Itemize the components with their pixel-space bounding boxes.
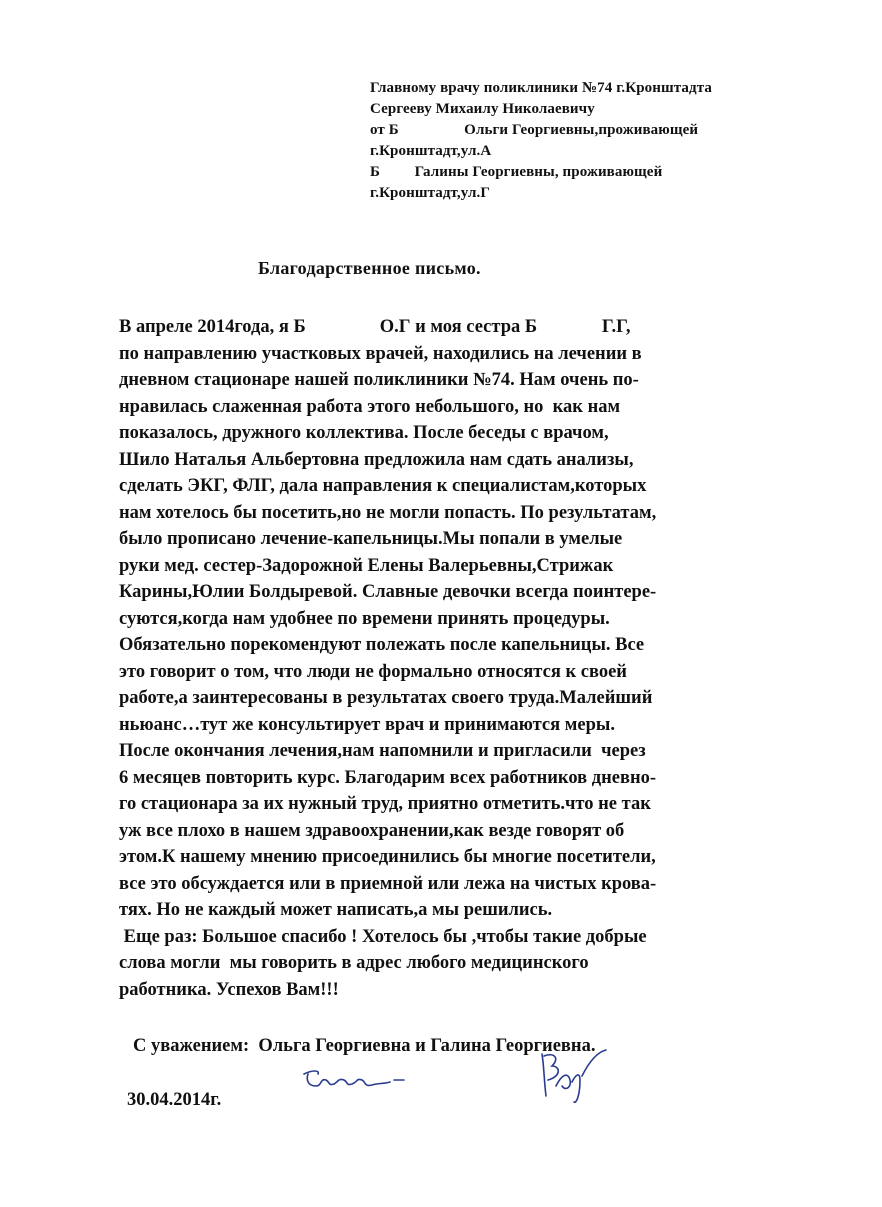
body-line: тях. Но не каждый может написать,а мы решились. bbox=[119, 900, 553, 920]
addressee-line: г.Кронштадт,ул.А bbox=[370, 143, 492, 159]
body-line: го стационара за их нужный труд, приятно отметить.что не так bbox=[119, 794, 651, 814]
addressee-line: Главному врачу поликлиники №74 г.Кронштадта bbox=[370, 80, 712, 96]
body-line: дневном стационаре нашей поликлиники №74. Нам очень по- bbox=[119, 370, 639, 390]
body-line: Карины,Юлии Болдыревой. Славные девочки всегда поинтере- bbox=[119, 582, 657, 602]
body-line: сделать ЭКГ, ФЛГ, дала направления к специалистам,которых bbox=[119, 476, 647, 496]
body-line: по направлению участковых врачей, находились на лечении в bbox=[119, 343, 642, 364]
body-line: работе,а заинтересованы в результатах своего труда.Малейший bbox=[119, 688, 653, 708]
addressee-line: г.Кронштадт,ул.Г bbox=[370, 185, 490, 201]
body-line: После окончания лечения,нам напомнили и пригласили через bbox=[119, 741, 646, 761]
body-line: Обязательно порекомендуют полежать после капельницы. Все bbox=[119, 635, 645, 655]
body-line: уж все плохо в нашем здравоохранении,как везде говорят об bbox=[119, 820, 625, 841]
body-line: суются,когда нам удобнее по времени принять процедуры. bbox=[119, 608, 610, 629]
body-line: Шило Наталья Альбертовна предложила нам сдать анализы, bbox=[119, 449, 634, 470]
addressee-line: Сергееву Михаилу Николаевичу bbox=[370, 101, 595, 117]
handwritten-signature-icon bbox=[532, 1046, 612, 1106]
body-line: руки мед. сестер-Задорожной Елены Валерьевны,Стрижак bbox=[119, 555, 614, 576]
letter-title: Благодарственное письмо. bbox=[258, 258, 481, 278]
addressee-block bbox=[370, 78, 870, 204]
body-line: этом.К нашему мнению присоединились бы многие посетители, bbox=[119, 847, 656, 867]
letter-date: 30.04.2014г. bbox=[127, 1090, 222, 1110]
body-line: слова могли мы говорить в адрес любого медицинского bbox=[119, 953, 589, 973]
addressee-line: от Б Ольги Георгиевны,проживающей bbox=[370, 122, 699, 138]
body-line: работника. Успехов Вам!!! bbox=[119, 979, 339, 1000]
body-line: ньюанс…тут же консультирует врач и принимаются меры. bbox=[119, 714, 615, 735]
body-line: 6 месяцев повторить курс. Благодарим всех работников дневно- bbox=[119, 767, 657, 788]
addressee-line: Б Галины Георгиевны, проживающей bbox=[370, 164, 663, 180]
body-line: было прописано лечение-капельницы.Мы попали в умелые bbox=[119, 529, 623, 549]
body-line: это говорит о том, что люди не формально относятся к своей bbox=[119, 661, 627, 682]
body-line: В апреле 2014года, я Б О.Г и моя сестра Б Г.Г, bbox=[119, 317, 631, 337]
body-line: нам хотелось бы посетить,но не могли попасть. По результатам, bbox=[119, 502, 657, 523]
body-line: показалось, дружного коллектива. После беседы с врачом, bbox=[119, 423, 609, 443]
body-line: Еще раз: Большое спасибо ! Хотелось бы ,чтобы такие добрые bbox=[119, 926, 647, 947]
body-line: нравилась слаженная работа этого небольшого, но как нам bbox=[119, 396, 621, 417]
closing-line: С уважением: Ольга Георгиевна и Галина Георгиевна. bbox=[133, 1036, 596, 1056]
letter-body bbox=[119, 314, 859, 1003]
body-line: все это обсуждается или в приемной или лежа на чистых крова- bbox=[119, 873, 657, 894]
handwritten-signature-icon bbox=[298, 1060, 408, 1098]
